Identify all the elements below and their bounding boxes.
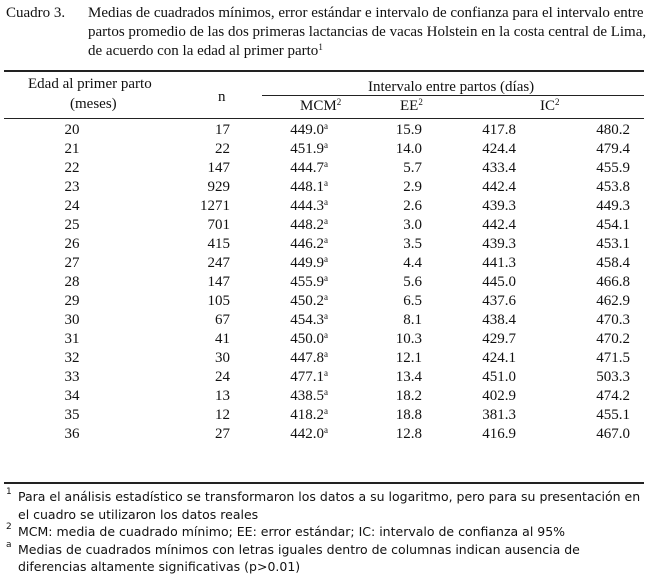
cell-ic-lower: 441.3 [482, 255, 516, 271]
cell-ic-upper: 449.3 [596, 198, 630, 214]
cell-ic-upper: 454.1 [596, 217, 630, 233]
cell-ic-upper: 474.2 [596, 388, 630, 404]
header-n: n [218, 89, 226, 105]
mcm-value: 454.3 [290, 312, 324, 328]
header-mcm-label: MCM [300, 98, 337, 114]
cell-mcm [290, 121, 328, 140]
table-row [4, 330, 644, 349]
header-mcm [300, 98, 341, 115]
mcm-value: 450.2 [290, 293, 324, 309]
mcm-value: 418.2 [290, 407, 324, 423]
cell-ic-lower: 402.9 [482, 388, 516, 404]
mcm-value: 477.1 [290, 369, 324, 385]
header-ee [400, 98, 423, 115]
cell-ic-upper: 471.5 [596, 350, 630, 366]
footnote [6, 541, 646, 576]
cell-ic-lower: 438.4 [482, 312, 516, 328]
cell-ic-upper: 480.2 [596, 122, 630, 138]
cell-n: 41 [215, 331, 230, 347]
cell-age: 28 [64, 274, 80, 290]
footnote [6, 488, 646, 523]
cell-n: 24 [215, 369, 230, 385]
cell-ee: 18.8 [395, 407, 422, 423]
mcm-value: 448.2 [290, 217, 324, 233]
mcm-value: 444.3 [290, 198, 324, 214]
cell-n: 415 [207, 236, 230, 252]
mcm-letter: a [324, 330, 328, 340]
data-table [4, 76, 644, 496]
cell-ic-lower: 429.7 [482, 331, 516, 347]
group-rule [262, 95, 644, 96]
cell-n: 30 [215, 350, 230, 366]
bottom-rule [4, 482, 644, 484]
mcm-letter: a [324, 216, 328, 226]
cell-ee: 2.6 [403, 198, 422, 214]
header-interval-group: Intervalo entre partos (días) [368, 79, 535, 95]
cell-ic-upper: 453.1 [596, 236, 630, 252]
cell-ic-lower: 417.8 [482, 122, 516, 138]
cell-ic-upper: 458.4 [596, 255, 630, 271]
header-age-line2: (meses) [70, 96, 117, 112]
cell-ee: 6.5 [403, 293, 422, 309]
cell-mcm [290, 254, 328, 273]
cell-ic-lower: 424.1 [482, 350, 516, 366]
header-ee-label: EE [400, 98, 419, 114]
footnote-mark: a [6, 539, 12, 550]
cell-age: 30 [64, 312, 80, 328]
table-row [4, 292, 644, 311]
mcm-value: 444.7 [290, 160, 324, 176]
cell-n: 147 [207, 274, 230, 290]
mcm-letter: a [324, 121, 328, 131]
cell-n: 247 [207, 255, 230, 271]
cell-age: 22 [64, 160, 80, 176]
cell-mcm [290, 216, 328, 235]
cell-age: 29 [64, 293, 80, 309]
table-row [4, 140, 644, 159]
cell-age: 32 [64, 350, 80, 366]
cell-mcm [290, 159, 328, 178]
table-row [4, 368, 644, 387]
table-row [4, 197, 644, 216]
footnote-mark: 1 [6, 487, 12, 497]
mcm-letter: a [324, 178, 328, 188]
mcm-value: 438.5 [290, 388, 324, 404]
mcm-letter: a [324, 159, 328, 169]
cell-ic-lower: 381.3 [482, 407, 516, 423]
mcm-letter: a [324, 406, 328, 416]
cell-ic-lower: 416.9 [482, 426, 516, 442]
footnote-text: Medias de cuadrados mínimos con letras iguales dentro de columnas indican ausencia de diferencias altamente significativas (p>0.01) [18, 541, 580, 574]
cell-ee: 8.1 [403, 312, 422, 328]
cell-age: 36 [64, 426, 80, 442]
cell-age: 33 [64, 369, 80, 385]
cell-n: 17 [215, 122, 230, 138]
cell-ic-upper: 455.9 [596, 160, 630, 176]
cell-ic-upper: 503.3 [596, 369, 630, 385]
mcm-letter: a [324, 368, 328, 378]
cell-ic-lower: 424.4 [482, 141, 516, 157]
cell-mcm [290, 273, 328, 292]
cell-ee: 10.3 [395, 331, 422, 347]
cell-age: 25 [64, 217, 80, 233]
footnote-mark: 2 [6, 522, 12, 532]
mcm-value: 450.0 [290, 331, 324, 347]
header-ic-mark: 2 [555, 97, 560, 107]
cell-n: 13 [215, 388, 230, 404]
cell-mcm [290, 406, 328, 425]
table-row [4, 349, 644, 368]
caption-body: Medias de cuadrados mínimos, error estándar e intervalo de confianza para el intervalo entre partos promedio de las dos primeras lactancias de vacas Holstein en la costa central de Lima, de acuerdo con la edad al primer parto [88, 5, 647, 59]
header-rule [4, 118, 644, 119]
cell-ic-lower: 442.4 [482, 217, 516, 233]
cell-ee: 18.2 [395, 388, 422, 404]
cell-ee: 13.4 [395, 369, 422, 385]
table-row [4, 254, 644, 273]
cell-ee: 15.9 [395, 122, 422, 138]
cell-mcm [290, 330, 328, 349]
footnotes [6, 488, 646, 576]
cell-age: 35 [64, 407, 80, 423]
cell-n: 1271 [200, 198, 230, 214]
cell-n: 929 [207, 179, 230, 195]
cell-n: 67 [215, 312, 230, 328]
caption-label: Cuadro 3. [6, 5, 66, 21]
mcm-letter: a [324, 425, 328, 435]
header-ic-label: IC [540, 98, 555, 114]
mcm-value: 449.9 [290, 255, 324, 271]
mcm-value: 442.0 [290, 426, 324, 442]
mcm-letter: a [324, 235, 328, 245]
mcm-value: 447.8 [290, 350, 324, 366]
cell-ee: 12.8 [395, 426, 422, 442]
mcm-letter: a [324, 273, 328, 283]
cell-ic-upper: 479.4 [596, 141, 630, 157]
caption-note-mark: 1 [318, 42, 323, 52]
cell-mcm [290, 311, 328, 330]
cell-mcm [290, 368, 328, 387]
cell-mcm [290, 140, 328, 159]
cell-mcm [290, 292, 328, 311]
footnote [6, 523, 646, 541]
table-row [4, 311, 644, 330]
cell-ic-lower: 437.6 [482, 293, 516, 309]
mcm-letter: a [324, 197, 328, 207]
header-mcm-mark: 2 [336, 97, 342, 107]
cell-ee: 12.1 [395, 350, 422, 366]
table-row [4, 387, 644, 406]
cell-age: 27 [64, 255, 80, 271]
header-ic [540, 98, 560, 115]
cell-ic-upper: 470.2 [596, 331, 630, 347]
cell-ic-upper: 466.8 [596, 274, 630, 290]
mcm-letter: a [324, 311, 328, 321]
mcm-value: 448.1 [290, 179, 324, 195]
mcm-letter: a [324, 292, 328, 302]
mcm-value: 449.0 [290, 122, 324, 138]
table-row [4, 178, 644, 197]
table-row [4, 159, 644, 178]
cell-n: 22 [215, 141, 230, 157]
mcm-letter: a [324, 387, 328, 397]
mcm-value: 455.9 [290, 274, 324, 290]
cell-age: 21 [64, 141, 80, 157]
cell-ee: 5.7 [403, 160, 422, 176]
cell-mcm [290, 425, 328, 444]
cell-ic-upper: 467.0 [596, 426, 630, 442]
mcm-letter: a [324, 140, 328, 150]
cell-ee: 3.0 [403, 217, 422, 233]
cell-n: 701 [207, 217, 230, 233]
header-ee-mark: 2 [418, 97, 423, 107]
cell-n: 12 [215, 407, 230, 423]
cell-ic-upper: 453.8 [596, 179, 630, 195]
cell-mcm [290, 349, 328, 368]
cell-mcm [290, 235, 328, 254]
cell-mcm [290, 197, 328, 216]
caption-text [88, 4, 648, 61]
cell-ee: 4.4 [403, 255, 422, 271]
mcm-letter: a [324, 349, 328, 359]
mcm-value: 446.2 [290, 236, 324, 252]
cell-ic-lower: 439.3 [482, 198, 516, 214]
cell-mcm [290, 387, 328, 406]
header-age-line1: Edad al primer parto [28, 76, 152, 92]
cell-age: 26 [64, 236, 80, 252]
top-rule [4, 70, 644, 72]
cell-ic-upper: 470.3 [596, 312, 630, 328]
table-row [4, 216, 644, 235]
table-row [4, 425, 644, 444]
cell-ic-lower: 451.0 [482, 369, 516, 385]
mcm-value: 451.9 [290, 141, 324, 157]
table-row [4, 121, 644, 140]
cell-ic-lower: 439.3 [482, 236, 516, 252]
cell-ee: 5.6 [403, 274, 422, 290]
cell-age: 20 [64, 122, 80, 138]
table-row [4, 235, 644, 254]
cell-ee: 3.5 [403, 236, 422, 252]
cell-n: 105 [207, 293, 230, 309]
cell-n: 147 [207, 160, 230, 176]
cell-n: 27 [215, 426, 230, 442]
cell-mcm [290, 178, 328, 197]
footnote-text: Para el análisis estadístico se transformaron los datos a su logaritmo, pero para su presentación en el cuadro se utilizaron los datos reales [18, 489, 641, 522]
table-row [4, 273, 644, 292]
cell-age: 24 [64, 198, 80, 214]
mcm-letter: a [324, 254, 328, 264]
cell-ic-lower: 433.4 [482, 160, 516, 176]
cell-ic-upper: 462.9 [596, 293, 630, 309]
cell-age: 23 [64, 179, 80, 195]
cell-ee: 14.0 [395, 141, 422, 157]
cell-ic-lower: 442.4 [482, 179, 516, 195]
footnote-text: MCM: media de cuadrado mínimo; EE: error estándar; IC: intervalo de confianza al 95% [18, 524, 566, 539]
cell-ee: 2.9 [403, 179, 422, 195]
cell-age: 34 [64, 388, 80, 404]
cell-ic-upper: 455.1 [596, 407, 630, 423]
table-row [4, 406, 644, 425]
cell-ic-lower: 445.0 [482, 274, 516, 290]
cell-age: 31 [64, 331, 80, 347]
